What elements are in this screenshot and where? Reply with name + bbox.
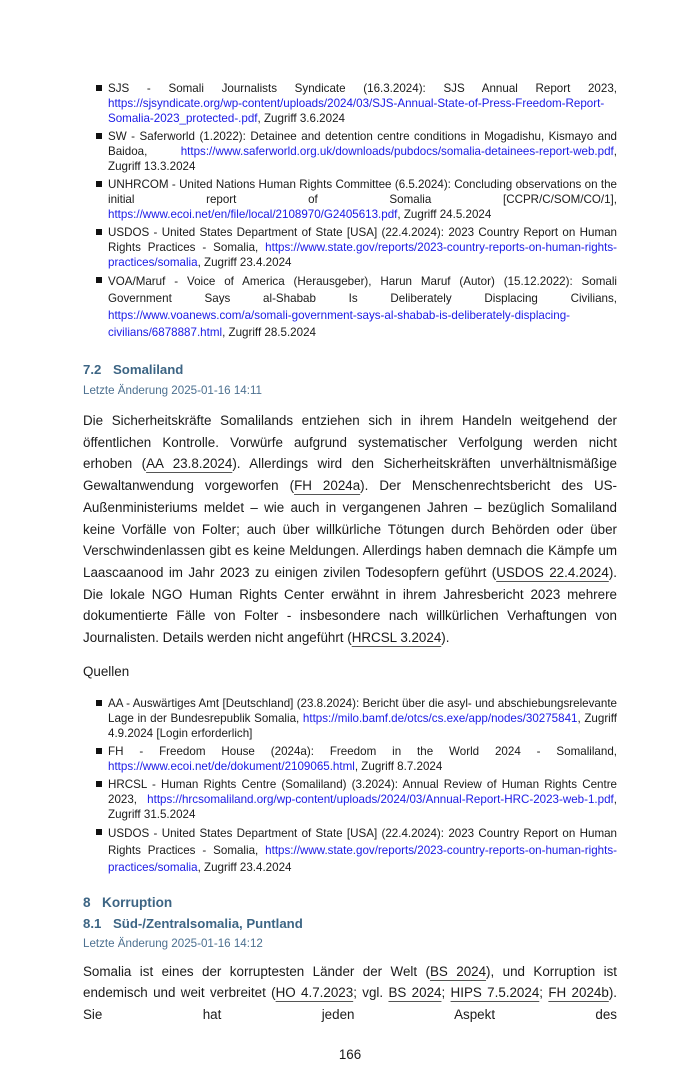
citation-link[interactable]: USDOS 22.4.2024	[496, 564, 609, 580]
text-segment: , Zugriff 4.9.2024 [Login erforderlich]	[108, 711, 617, 740]
section-title: Korruption	[102, 894, 173, 910]
text-segment: , Zugriff 8.7.2024	[354, 759, 443, 773]
reference-item	[83, 825, 617, 876]
text-segment: ). Die lokale NGO Human Rights Center erwähnt in ihrem Jahresbericht 2023 mehrere dokumentierte Fälle von Folter - insbesondere nach willkürlichen Verhaftungen von Journalisten. Details werden nicht angeführt (	[83, 564, 617, 646]
reference-item	[83, 696, 617, 741]
reference-link[interactable]: https://hrcsomaliland.org/wp-content/uploads/2024/03/Annual-Report-HRC-2023-web-1.pdf	[147, 792, 614, 806]
sources-label: Quellen	[83, 663, 130, 679]
reference-item	[83, 81, 617, 126]
reference-link[interactable]: https://www.voanews.com/a/somali-government-says-al-shabab-is-deliberately-displacing-civilians/6878887.html	[108, 309, 571, 339]
reference-item	[83, 273, 617, 341]
text-segment: ). Allerdings wird den Sicherheitskräften unverhältnismäßige Gewaltanwendung vorgeworfen (	[83, 456, 617, 494]
section-heading-8-1	[83, 915, 617, 932]
text-segment: , Zugriff 24.5.2024	[397, 208, 492, 221]
reference-item	[83, 744, 617, 774]
section-number: 8.1	[83, 915, 102, 931]
reference-link[interactable]: https://milo.bamf.de/otcs/cs.exe/app/nodes/30275841	[302, 711, 578, 725]
reference-link[interactable]: https://sjsyndicate.org/wp-content/uploads/2024/03/SJS-Annual-State-of-Press-Freedom-Report-Somalia-2023_protected-.pdf	[108, 97, 605, 125]
text-segment: SW - Saferworld (1.2022): Detainee and detention centre conditions in Mogadishu, Kismayo and Baidoa,	[108, 130, 617, 158]
text-segment: USDOS - United States Department of State [USA] (22.4.2024): 2023 Country Report on Human Rights Practices - Somalia,	[108, 226, 617, 254]
text-segment: , Zugriff 28.5.2024	[222, 326, 316, 339]
text-segment: ). Der Menschenrechtsbericht des US-Außenministeriums meldet – wie auch in vergangenen Jahren – bezüglich Somaliland keine Vorfälle von Folter; auch über willkürliche Tötungen durch Behörden oder über Verschwindenlassen gibt es keine Meldungen. Allerdings haben demnach die Kämpfe um Laascaanood im Jahr 2023 zu einigen zivilen Todesopfern geführt (	[83, 478, 618, 580]
last-modified: Letzte Änderung 2025-01-16 14:11	[83, 384, 262, 397]
text-segment: , Zugriff 23.4.2024	[197, 860, 292, 874]
references-list-somaliland	[83, 696, 617, 876]
citation-link[interactable]: FH 2024a	[294, 478, 361, 494]
text-segment: , Zugriff 13.3.2024	[108, 145, 617, 173]
text-segment: ;	[441, 985, 451, 1001]
text-segment: , Zugriff 3.6.2024	[257, 112, 345, 125]
section-heading-7-2	[83, 361, 617, 398]
reference-link[interactable]: https://www.ecoi.net/en/file/local/2108970/G2405613.pdf	[108, 208, 398, 221]
text-segment: , Zugriff 23.4.2024	[197, 256, 292, 269]
text-segment: ; vgl.	[353, 985, 389, 1001]
reference-item	[83, 177, 617, 222]
section-number: 7.2	[83, 362, 102, 377]
text-segment: SJS - Somali Journalists Syndicate (16.3.2024): SJS Annual Report 2023,	[108, 82, 617, 95]
reference-item	[83, 777, 617, 822]
text-segment: USDOS - United States Department of State [USA] (22.4.2024): 2023 Country Report on Human Rights Practices - Somalia,	[108, 826, 617, 857]
text-segment: HRCSL - Human Rights Centre (Somaliland) (3.2024): Annual Review of Human Rights Centre 2023,	[108, 777, 617, 806]
citation-link[interactable]: BS 2024	[429, 963, 487, 979]
text-segment: ), und Korruption ist endemisch und weit verbreitet (	[83, 963, 617, 1001]
text-segment: ;	[539, 985, 549, 1001]
section-heading-8	[83, 894, 617, 951]
section-title: Süd-/Zentralsomalia, Puntland	[113, 915, 303, 931]
citation-link[interactable]: AA 23.8.2024	[146, 456, 233, 472]
last-modified: Letzte Änderung 2025-01-16 14:12	[83, 936, 263, 950]
reference-link[interactable]: https://www.ecoi.net/de/dokument/2109065.html	[108, 759, 355, 773]
reference-item	[83, 225, 617, 270]
citation-link[interactable]: FH 2024b	[548, 985, 609, 1001]
citation-link[interactable]: HIPS 7.5.2024	[450, 985, 540, 1001]
text-segment: VOA/Maruf - Voice of America (Herausgeber), Harun Maruf (Autor) (15.12.2022): Somali Government Says al-Shabab Is Deliberately Displacing Civilians,	[108, 275, 617, 305]
body-paragraph-korruption	[83, 961, 617, 1026]
body-paragraph-somaliland	[83, 410, 617, 649]
citation-link[interactable]: HO 4.7.2023	[275, 985, 354, 1001]
text-segment: ).	[441, 630, 450, 646]
text-segment: AA - Auswärtiges Amt [Deutschland] (23.8.2024): Bericht über die asyl- und abschiebungsrelevante Lage in der Bundesrepublik Somalia,	[108, 696, 617, 725]
reference-link[interactable]: https://www.state.gov/reports/2023-country-reports-on-human-rights-practices/somalia	[108, 241, 617, 269]
reference-item	[83, 129, 617, 174]
reference-link[interactable]: https://www.saferworld.org.uk/downloads/pubdocs/somalia-detainees-report-web.pdf	[180, 145, 614, 158]
text-segment: UNHRCOM - United Nations Human Rights Committee (6.5.2024): Concluding observations on the initial report of Somalia [CCPR/C/SOM/CO/1],	[108, 178, 617, 206]
page-number: 166	[338, 1046, 362, 1062]
citation-link[interactable]: BS 2024	[388, 985, 442, 1001]
citation-link[interactable]: HRCSL 3.2024	[351, 630, 442, 646]
reference-link[interactable]: https://www.state.gov/reports/2023-country-reports-on-human-rights-practices/somalia	[108, 843, 617, 874]
text-segment: , Zugriff 31.5.2024	[108, 792, 617, 821]
section-number: 8	[83, 894, 91, 910]
text-segment: Die Sicherheitskräfte Somalilands entziehen sich in ihrem Handeln weitgehend der öffentlichen Kontrolle. Vorwürfe aufgrund systematischer Verfolgung werden nicht erhoben (	[83, 413, 617, 472]
text-segment: FH - Freedom House (2024a): Freedom in the World 2024 - Somaliland,	[108, 744, 617, 758]
text-segment: ). Sie hat jeden Aspekt des	[83, 985, 617, 1023]
section-title: Somaliland	[113, 362, 184, 377]
references-list-top	[83, 81, 617, 341]
text-segment: Somalia ist eines der korruptesten Länder der Welt (	[83, 963, 430, 979]
